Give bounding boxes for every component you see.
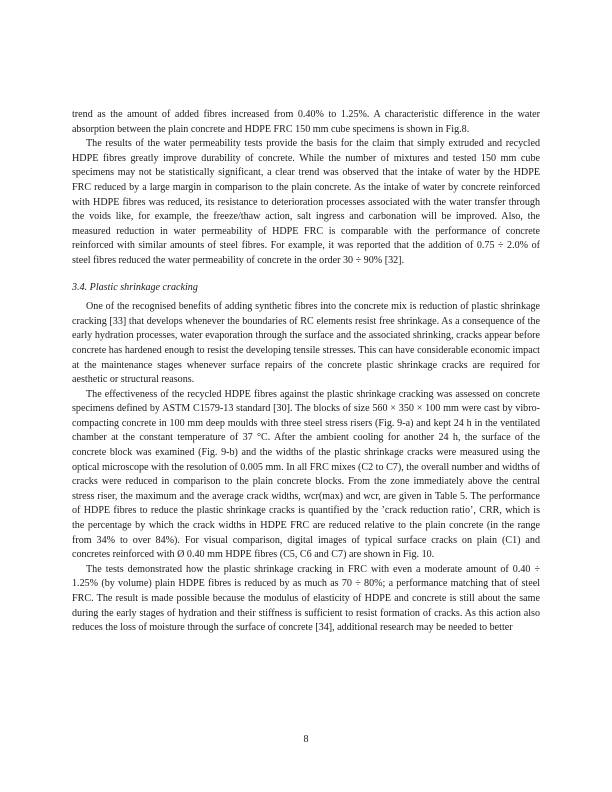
paragraph-water-absorption: trend as the amount of added fibres increased from 0.40% to 1.25%. A characteristic difference in the water absorption between the plain concrete and HDPE FRC 150 mm cube specimens is shown in Fig.8. [72, 109, 540, 135]
paragraph-shrinkage-intro: One of the recognised benefits of adding synthetic fibres into the concrete mix is reduction of plastic shrinkage cracking [33] that develops whenever the boundaries of RC elements resist free shrinkage. As a consequence of the early hydration processes, water evaporation through the surface and the associated shrinking, cracks appear before concrete has hardened enough to resist the developing tensile stresses. This can have considerable economic impact at the maintenance stages whenever surface repairs of the concrete plastic shrinkage cracks are required for aesthetic or structural reasons. [72, 301, 540, 386]
paragraph-water-permeability: The results of the water permeability tests provide the basis for the claim that simply extruded and recycled HDPE fibres greatly improve durability of concrete. While the number of mixtures and tested 150 mm cube specimens may not be statistically significant, a clear trend was observed that the intake of water by the HDPE FRC reduced by a large margin in comparison to the plain concrete. As the intake of water by concrete reinforced with HDPE fibres was reduced, its resistance to deterioration processes associated with the water transfer through the voids like, for example, the freeze/thaw action, salt ingress and carbonation will be improved. Also, the measured reduction in water permeability of HDPE FRC is comparable with the performance of concrete reinforced with similar amounts of steel fibres. For example, it was reported that the addition of 0.75 ÷ 2.0% of steel fibres reduced the water permeability of concrete in the order 30 ÷ 90% [32]. [72, 138, 540, 266]
paragraph-shrinkage-conclusion: The tests demonstrated how the plastic shrinkage cracking in FRC with even a moderate amount of 0.40 ÷ 1.25% (by volume) plain HDPE fibres is reduced by as much as 70 ÷ 80%; a performance matching that of steel FRC. The result is made possible because the modulus of elasticity of HDPE and concrete is still about the same during the early stages of hydration and their stiffness is sufficient to resist formation of cracks. As this action also reduces the loss of moisture through the surface of concrete [34], additional research may be needed to better [72, 563, 540, 634]
page-body [72, 108, 540, 636]
paragraph-shrinkage-tests: The effectiveness of the recycled HDPE fibres against the plastic shrinkage cracking was assessed on concrete specimens defined by ASTM C1579-13 standard [30]. The blocks of size 560 × 350 × 100 mm were cast by vibro-compacting concrete in 100 mm deep moulds with three steel stress risers (Fig. 9-a) and kept 24 h in the ventilated chamber at the constant temperature of 37 °C. After the ambient cooling for another 24 h, the surface of the concrete block was examined (Fig. 9-b) and the widths of the plastic shrinkage cracks were measured using the optical microscope with the resolution of 0.005 mm. In all FRC mixes (C2 to C7), the overall number and widths of cracks were reduced in comparison to the plain concrete blocks. From the zone immediately above the central stress riser, the maximum and the average crack widths, wcr(max) and wcr, are given in Table 5. The performance of HDPE fibres to reduce the plastic shrinkage cracks is quantified by the ’crack reduction ratio’, CRR, which is the percentage by which the crack widths in HDPE FRC are reduced relative to the plain concrete (in the range from 34% to over 84%). For visual comparison, digital images of typical surface cracks on plain (C1) and concretes reinforced with Ø 0.40 mm HDPE fibres (C5, C6 and C7) are shown in Fig. 10. [72, 388, 540, 561]
page-number: 8 [303, 734, 309, 745]
section-heading: 3.4. Plastic shrinkage cracking [72, 281, 198, 293]
